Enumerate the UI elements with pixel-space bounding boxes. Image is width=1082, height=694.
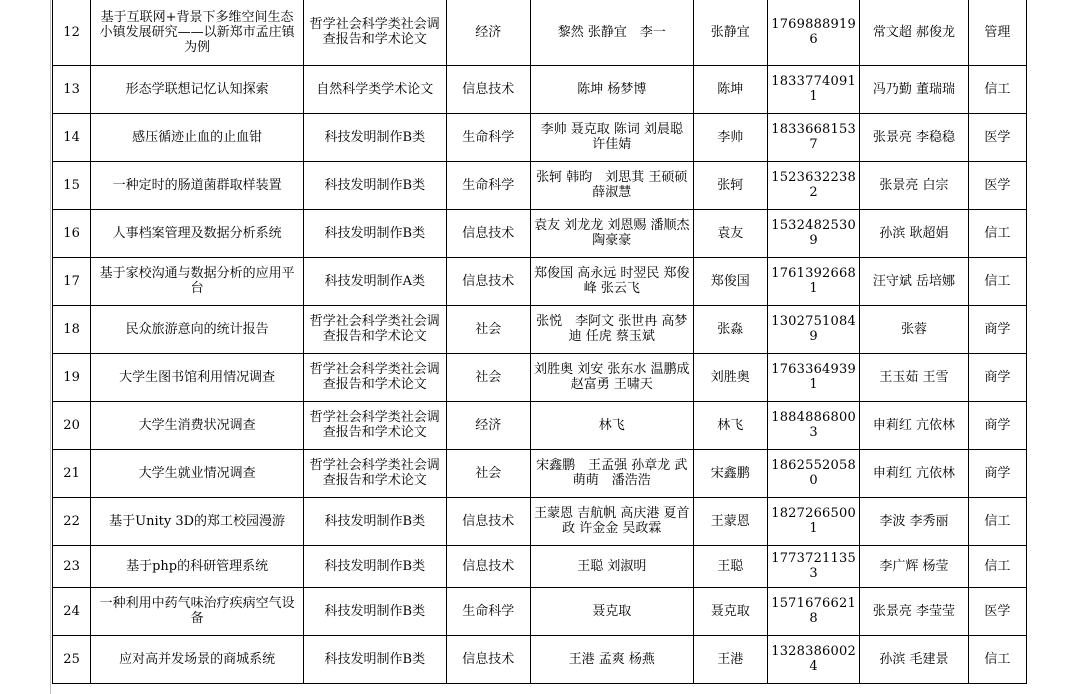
phone-cell: 15324825309 (767, 209, 859, 257)
project-title-cell: 基于家校沟通与数据分析的应用平台 (91, 257, 304, 305)
category-cell: 哲学社会科学类社会调查报告和学术论文 (304, 401, 447, 449)
project-title-cell: 一种定时的肠道菌群取样装置 (91, 161, 304, 209)
leader-cell: 刘胜奥 (693, 353, 767, 401)
row-number-cell: 14 (53, 113, 91, 161)
table-row (53, 497, 1027, 545)
page-margin-line (50, 0, 51, 694)
table-row (53, 449, 1027, 497)
phone-cell: 15716766218 (767, 587, 859, 635)
phone-cell: 13283860024 (767, 635, 859, 683)
field-cell: 信息技术 (446, 65, 530, 113)
phone-cell: 17737211353 (767, 545, 859, 587)
category-cell: 哲学社会科学类社会调查报告和学术论文 (304, 353, 447, 401)
row-number-cell: 24 (53, 587, 91, 635)
leader-cell: 郑俊国 (693, 257, 767, 305)
row-number-cell: 22 (53, 497, 91, 545)
advisors-cell: 张景亮 李稳稳 (860, 113, 968, 161)
members-cell: 张轲 韩昀 刘思萁 王硕硕 薛淑慧 (530, 161, 693, 209)
phone-cell: 18337740911 (767, 65, 859, 113)
college-cell: 信工 (968, 545, 1026, 587)
field-cell: 社会 (446, 449, 530, 497)
project-title-cell: 形态学联想记忆认知探索 (91, 65, 304, 113)
table-body (53, 0, 1027, 683)
members-cell: 王蒙恩 吉航帆 高庆港 夏首政 许金金 吴政霖 (530, 497, 693, 545)
members-cell: 袁友 刘龙龙 刘恩赐 潘顺杰 陶豪豪 (530, 209, 693, 257)
field-cell: 信息技术 (446, 257, 530, 305)
college-cell: 信工 (968, 209, 1026, 257)
advisors-cell: 孙滨 耿超娟 (860, 209, 968, 257)
row-number-cell: 21 (53, 449, 91, 497)
college-cell: 商学 (968, 449, 1026, 497)
advisors-cell: 孙滨 毛建景 (860, 635, 968, 683)
members-cell: 王港 孟爽 杨燕 (530, 635, 693, 683)
row-number-cell: 18 (53, 305, 91, 353)
category-cell: 自然科学类学术论文 (304, 65, 447, 113)
row-number-cell: 23 (53, 545, 91, 587)
field-cell: 信息技术 (446, 545, 530, 587)
members-cell: 李帅 聂克取 陈词 刘晨聪 许佳婧 (530, 113, 693, 161)
advisors-cell: 张蓉 (860, 305, 968, 353)
phone-cell: 18848868003 (767, 401, 859, 449)
category-cell: 科技发明制作B类 (304, 587, 447, 635)
members-cell: 刘胜奥 刘安 张东水 温鹏成 赵富勇 王啸天 (530, 353, 693, 401)
advisors-cell: 申莉红 亢依林 (860, 401, 968, 449)
college-cell: 信工 (968, 257, 1026, 305)
row-number-cell: 25 (53, 635, 91, 683)
leader-cell: 聂克取 (693, 587, 767, 635)
advisors-cell: 王玉茹 王雪 (860, 353, 968, 401)
project-title-cell: 基于互联网+背景下多维空间生态小镇发展研究——以新郑市孟庄镇为例 (91, 0, 304, 65)
advisors-cell: 张景亮 白宗 (860, 161, 968, 209)
phone-cell: 18336681537 (767, 113, 859, 161)
row-number-cell: 15 (53, 161, 91, 209)
project-title-cell: 基于Unity 3D的郑工校园漫游 (91, 497, 304, 545)
college-cell: 医学 (968, 161, 1026, 209)
advisors-cell: 李波 李秀丽 (860, 497, 968, 545)
category-cell: 科技发明制作B类 (304, 545, 447, 587)
table-row (53, 257, 1027, 305)
project-title-cell: 人事档案管理及数据分析系统 (91, 209, 304, 257)
table-row (53, 0, 1027, 65)
table-row (53, 65, 1027, 113)
phone-cell: 18625520580 (767, 449, 859, 497)
table-row (53, 113, 1027, 161)
field-cell: 经济 (446, 401, 530, 449)
category-cell: 哲学社会科学类社会调查报告和学术论文 (304, 305, 447, 353)
members-cell: 郑俊国 高永远 时翌民 郑俊峰 张云飞 (530, 257, 693, 305)
row-number-cell: 12 (53, 0, 91, 65)
project-title-cell: 应对高并发场景的商城系统 (91, 635, 304, 683)
advisors-cell: 李广辉 杨莹 (860, 545, 968, 587)
field-cell: 社会 (446, 353, 530, 401)
field-cell: 生命科学 (446, 113, 530, 161)
category-cell: 科技发明制作B类 (304, 161, 447, 209)
field-cell: 信息技术 (446, 635, 530, 683)
phone-cell: 13027510849 (767, 305, 859, 353)
members-cell: 宋鑫鹏 王孟强 孙章龙 武萌萌 潘浩浩 (530, 449, 693, 497)
category-cell: 哲学社会科学类社会调查报告和学术论文 (304, 0, 447, 65)
row-number-cell: 19 (53, 353, 91, 401)
row-number-cell: 13 (53, 65, 91, 113)
members-cell: 陈坤 杨梦博 (530, 65, 693, 113)
advisors-cell: 常文超 郝俊龙 (860, 0, 968, 65)
category-cell: 哲学社会科学类社会调查报告和学术论文 (304, 449, 447, 497)
field-cell: 信息技术 (446, 209, 530, 257)
leader-cell: 王港 (693, 635, 767, 683)
project-title-cell: 大学生图书馆利用情况调查 (91, 353, 304, 401)
members-cell: 黎然 张静宜 李一 (530, 0, 693, 65)
project-title-cell: 大学生消费状况调查 (91, 401, 304, 449)
college-cell: 管理 (968, 0, 1026, 65)
leader-cell: 张静宜 (693, 0, 767, 65)
category-cell: 科技发明制作B类 (304, 497, 447, 545)
advisors-cell: 冯乃勤 董瑞瑞 (860, 65, 968, 113)
college-cell: 信工 (968, 497, 1026, 545)
table-row (53, 587, 1027, 635)
field-cell: 生命科学 (446, 161, 530, 209)
leader-cell: 陈坤 (693, 65, 767, 113)
college-cell: 信工 (968, 635, 1026, 683)
leader-cell: 袁友 (693, 209, 767, 257)
table-row (53, 161, 1027, 209)
table-row (53, 401, 1027, 449)
members-cell: 张悦 李阿文 张世冉 高梦迪 任虎 蔡玉斌 (530, 305, 693, 353)
leader-cell: 王蒙恩 (693, 497, 767, 545)
college-cell: 医学 (968, 587, 1026, 635)
members-cell: 林飞 (530, 401, 693, 449)
project-table (52, 0, 1027, 684)
phone-cell: 17613926681 (767, 257, 859, 305)
phone-cell: 15236322382 (767, 161, 859, 209)
project-title-cell: 民众旅游意向的统计报告 (91, 305, 304, 353)
project-title-cell: 一种利用中药气味治疗疾病空气设备 (91, 587, 304, 635)
college-cell: 医学 (968, 113, 1026, 161)
college-cell: 商学 (968, 353, 1026, 401)
field-cell: 经济 (446, 0, 530, 65)
leader-cell: 王聪 (693, 545, 767, 587)
members-cell: 王聪 刘淑明 (530, 545, 693, 587)
phone-cell: 18272665001 (767, 497, 859, 545)
leader-cell: 张淼 (693, 305, 767, 353)
project-title-cell: 基于php的科研管理系统 (91, 545, 304, 587)
row-number-cell: 17 (53, 257, 91, 305)
college-cell: 商学 (968, 401, 1026, 449)
phone-cell: 17698889196 (767, 0, 859, 65)
leader-cell: 林飞 (693, 401, 767, 449)
field-cell: 生命科学 (446, 587, 530, 635)
category-cell: 科技发明制作B类 (304, 209, 447, 257)
leader-cell: 张轲 (693, 161, 767, 209)
college-cell: 信工 (968, 65, 1026, 113)
project-title-cell: 大学生就业情况调查 (91, 449, 304, 497)
table-row (53, 305, 1027, 353)
members-cell: 聂克取 (530, 587, 693, 635)
row-number-cell: 16 (53, 209, 91, 257)
row-number-cell: 20 (53, 401, 91, 449)
table-row (53, 545, 1027, 587)
college-cell: 商学 (968, 305, 1026, 353)
advisors-cell: 张景亮 李莹莹 (860, 587, 968, 635)
table-row (53, 635, 1027, 683)
table-row (53, 209, 1027, 257)
leader-cell: 李帅 (693, 113, 767, 161)
phone-cell: 17633649391 (767, 353, 859, 401)
category-cell: 科技发明制作A类 (304, 257, 447, 305)
field-cell: 信息技术 (446, 497, 530, 545)
category-cell: 科技发明制作B类 (304, 635, 447, 683)
table-row (53, 353, 1027, 401)
advisors-cell: 申莉红 亢依林 (860, 449, 968, 497)
field-cell: 社会 (446, 305, 530, 353)
project-title-cell: 感压循迹止血的止血钳 (91, 113, 304, 161)
advisors-cell: 汪守斌 岳培娜 (860, 257, 968, 305)
leader-cell: 宋鑫鹏 (693, 449, 767, 497)
category-cell: 科技发明制作B类 (304, 113, 447, 161)
